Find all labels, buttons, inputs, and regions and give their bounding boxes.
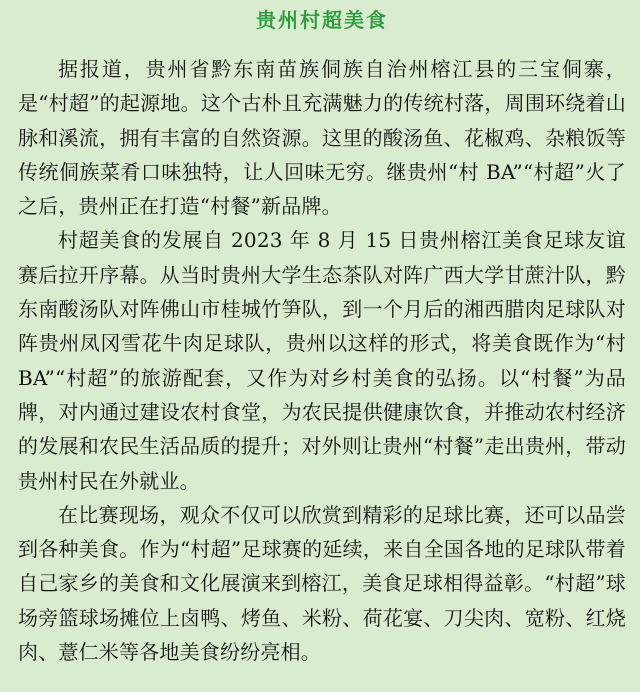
paragraph-origin: 据报道，贵州省黔东南苗族侗族自治州榕江县的三宝侗寨，是“村超”的起源地。这个古朴且充满魅力的传统村落，周围环绕着山脉和溪流，拥有丰富的自然资源。这里的酸汤鱼、花椒鸡、杂粮饭等传统侗族菜肴口味独特，让人回味无穷。继贵州“村 BA”“村超”火了之后，贵州正在打造“村餐”新品牌。 <box>18 57 626 219</box>
article-body <box>18 52 626 669</box>
article-title: 贵州村超美食 <box>256 8 388 32</box>
paragraph-development: 村超美食的发展自 2023 年 8 月 15 日贵州榕江美食足球友谊赛后拉开序幕。从当时贵州大学生态茶队对阵广西大学甘蔗汁队，黔东南酸汤队对阵佛山市桂城竹笋队，到一个月后的湘西腊肉足球队对阵贵州凤冈雪花牛肉足球队，贵州以这样的形式，将美食既作为“村 BA”“村超”的旅游配套，又作为对乡村美食的弘扬。以“村餐”为品牌，对内通过建设农村食堂，为农民提供健康饮食，并推动农村经济的发展和农民生活品质的提升；对外则让贵州“村餐”走出贵州，带动贵州村民在外就业。 <box>18 228 626 493</box>
paragraph-match-venue: 在比赛现场，观众不仅可以欣赏到精彩的足球比赛，还可以品尝到各种美食。作为“村超”足球赛的延续，来自全国各地的足球队带着自己家乡的美食和文化展演来到榕江，美食足球相得益彰。“村超”球场旁篮球场摊位上卤鸭、烤鱼、米粉、荷花宴、刀尖肉、宽粉、红烧肉、薏仁米等各地美食纷纷亮相。 <box>18 502 626 665</box>
